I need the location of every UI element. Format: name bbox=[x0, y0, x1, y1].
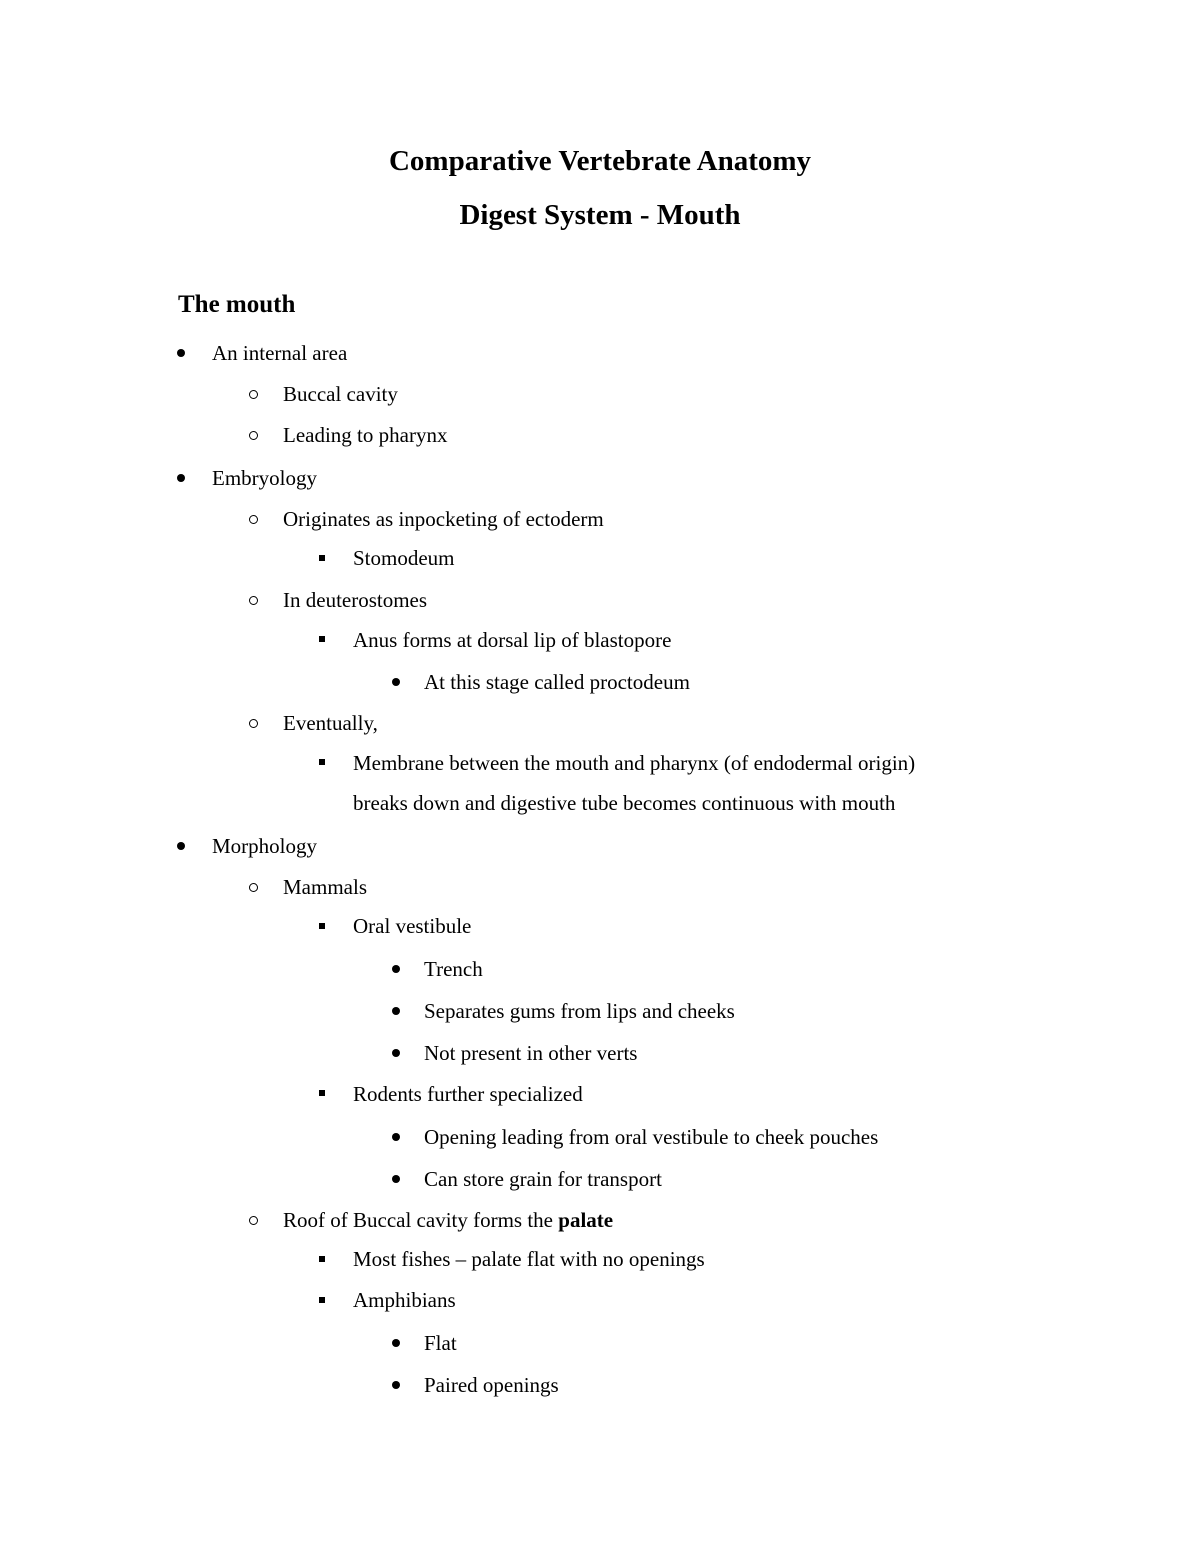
bullet-circle-icon bbox=[249, 515, 258, 524]
section-heading: The mouth bbox=[178, 291, 296, 318]
list-item: Separates gums from lips and cheeks bbox=[424, 999, 735, 1023]
list-item: Can store grain for transport bbox=[424, 1167, 662, 1191]
list-item: Morphology bbox=[212, 834, 317, 858]
bullet-circle-icon bbox=[249, 390, 258, 399]
list-item: Flat bbox=[424, 1331, 457, 1355]
bullet-square-icon bbox=[319, 555, 325, 561]
list-item: Amphibians bbox=[353, 1288, 456, 1312]
list-item-text: Roof of Buccal cavity forms the bbox=[283, 1208, 559, 1232]
bullet-disc-icon bbox=[392, 678, 400, 686]
list-item: Mammals bbox=[283, 875, 367, 899]
bold-term: palate bbox=[558, 1208, 614, 1232]
list-item: Oral vestibule bbox=[353, 914, 472, 938]
document-subtitle: Digest System - Mouth bbox=[459, 199, 741, 231]
list-item: Trench bbox=[424, 957, 483, 981]
list-item: Originates as inpocketing of ectoderm bbox=[283, 507, 604, 531]
document-title: Comparative Vertebrate Anatomy bbox=[388, 145, 812, 177]
bullet-square-icon bbox=[319, 1256, 325, 1262]
list-item: Embryology bbox=[212, 466, 317, 490]
bullet-square-icon bbox=[319, 1090, 325, 1096]
list-item bbox=[283, 1207, 613, 1233]
list-item: Leading to pharynx bbox=[283, 423, 448, 447]
bullet-disc-icon bbox=[392, 1007, 400, 1015]
bullet-disc-icon bbox=[392, 1381, 400, 1389]
list-item: Not present in other verts bbox=[424, 1041, 638, 1065]
bullet-disc-icon bbox=[177, 474, 185, 482]
bullet-circle-icon bbox=[249, 883, 258, 892]
list-item: In deuterostomes bbox=[283, 588, 428, 612]
list-item: Eventually, bbox=[283, 711, 378, 735]
bullet-circle-icon bbox=[249, 1216, 258, 1225]
list-item: Opening leading from oral vestibule to cheek pouches bbox=[424, 1125, 879, 1149]
bullet-disc-icon bbox=[177, 349, 185, 357]
list-item: At this stage called proctodeum bbox=[424, 670, 690, 694]
list-item: Buccal cavity bbox=[283, 382, 398, 406]
list-item: Most fishes – palate flat with no openings bbox=[353, 1247, 705, 1271]
list-item-continuation: breaks down and digestive tube becomes continuous with mouth bbox=[353, 791, 896, 815]
list-item: Membrane between the mouth and pharynx (of endodermal origin) bbox=[353, 751, 916, 775]
bullet-square-icon bbox=[319, 923, 325, 929]
list-item: An internal area bbox=[212, 341, 348, 365]
bullet-circle-icon bbox=[249, 596, 258, 605]
bullet-circle-icon bbox=[249, 431, 258, 440]
bullet-disc-icon bbox=[392, 965, 400, 973]
list-item: Rodents further specialized bbox=[353, 1082, 583, 1106]
bullet-disc-icon bbox=[392, 1175, 400, 1183]
bullet-disc-icon bbox=[392, 1133, 400, 1141]
list-item: Anus forms at dorsal lip of blastopore bbox=[353, 628, 672, 652]
bullet-disc-icon bbox=[177, 842, 185, 850]
bullet-disc-icon bbox=[392, 1049, 400, 1057]
bullet-square-icon bbox=[319, 1297, 325, 1303]
bullet-square-icon bbox=[319, 759, 325, 765]
bullet-square-icon bbox=[319, 636, 325, 642]
list-item: Stomodeum bbox=[353, 546, 455, 570]
bullet-circle-icon bbox=[249, 719, 258, 728]
list-item: Paired openings bbox=[424, 1373, 559, 1397]
bullet-disc-icon bbox=[392, 1339, 400, 1347]
